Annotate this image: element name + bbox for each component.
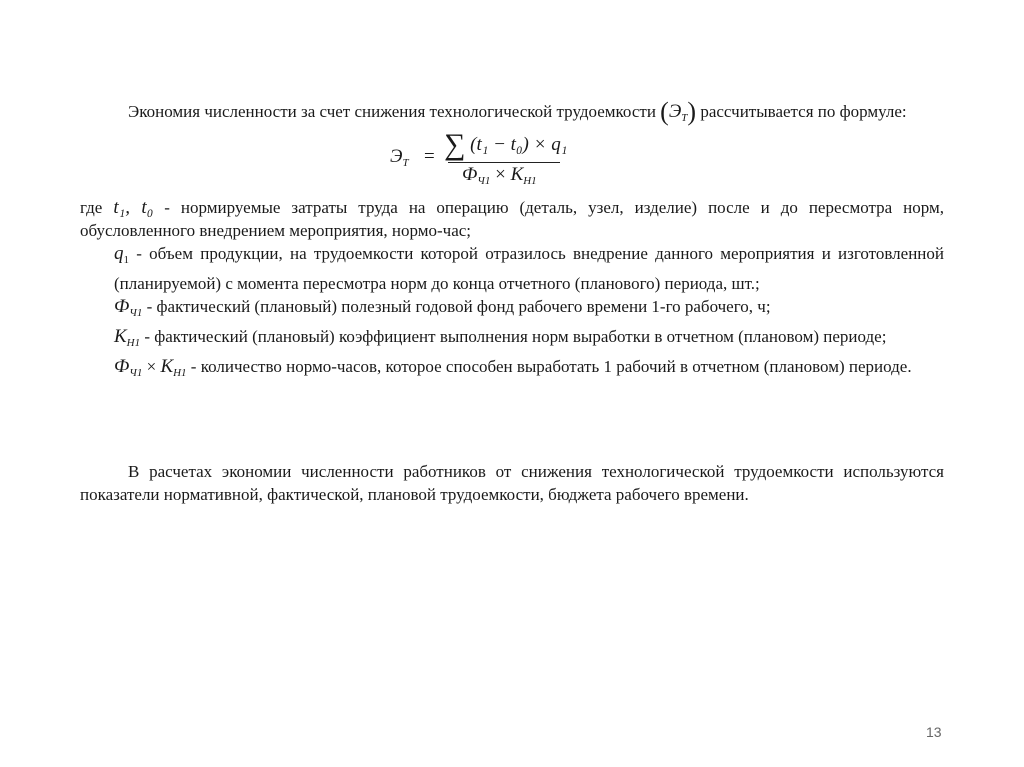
- conclusion-paragraph: В расчетах экономии численности работников от снижения технологической трудоемкости используются показатели нормативной, фактической, плановой трудоемкости, бюджета рабочего времени.: [80, 462, 944, 504]
- definition-q: $q_1$ - объем продукции, на трудоемкости которой отразилось внедрение данного мероприятия и изготовленной (планируемой) с момента пересмотра норм до конца отчетного (планового) периода, шт.;: [114, 243, 945, 293]
- definition-t: [80, 196, 944, 242]
- definition-text: - нормируемые затраты труда на операцию (деталь, узел, изделие) после и до пересмотра норм, обусловленного внедрением мероприятия, нормо-час;: [80, 198, 945, 240]
- definition-symbol: t₁, t₀: [113, 197, 154, 218]
- intro-text-before: Экономия численности за счет снижения технологической трудоемкости: [128, 102, 656, 121]
- definition-text: - фактический (плановый) коэффициент выполнения норм выработки в отчетном (плановом) периоде;: [144, 327, 887, 346]
- definition-text: - фактический (плановый) полезный годовой фонд рабочего времени 1-го рабочего, ч;: [146, 297, 771, 316]
- page-number: 13: [926, 724, 942, 740]
- definition-fk: $Ф_{Ч1} \times К_{Н1}$ - количество нормо-часов, которое способен выработать 1 рабочий в отчетном (плановом) периоде.: [114, 356, 912, 379]
- definitions-block: [80, 196, 944, 385]
- main-formula: [390, 128, 590, 192]
- fraction-bar: [448, 162, 560, 163]
- definition-prefix: где: [80, 198, 103, 217]
- intro-symbol: Э: [668, 101, 682, 122]
- formula-lhs: $Э_Т$: [390, 146, 409, 169]
- formula-denominator: $Ф_{Ч1} \times К_{Н1}$: [462, 164, 537, 187]
- intro-symbol-sub: Т: [681, 112, 688, 124]
- definition-k: $К_{Н1}$ - фактический (плановый) коэффициент выполнения норм выработки в отчетном (плановом) периоде;: [114, 326, 887, 349]
- formula-equals: =: [424, 146, 435, 167]
- definition-text: - объем продукции, на трудоемкости которой отразилось внедрение данного мероприятия и изготовленной (планируемой) с момента пересмотра норм до конца отчетного (планового) периода, шт.;: [114, 244, 945, 293]
- numerator-expression: (t₁ − t₀) × q₁: [470, 134, 568, 155]
- formula-numerator: [444, 128, 567, 162]
- intro-paragraph: Экономия численности за счет снижения технологической трудоемкости $(Э_Т)$ рассчитывается по формуле:: [128, 97, 907, 126]
- intro-text-after: рассчитывается по формуле:: [700, 102, 907, 121]
- definition-f: $Ф_{Ч1}$ - фактический (плановый) полезный годовой фонд рабочего времени 1-го рабочего, ч;: [114, 296, 771, 319]
- sum-sign: ∑: [444, 128, 466, 161]
- definition-text: - количество нормо-часов, которое способен выработать 1 рабочий в отчетном (плановом) периоде.: [190, 357, 912, 376]
